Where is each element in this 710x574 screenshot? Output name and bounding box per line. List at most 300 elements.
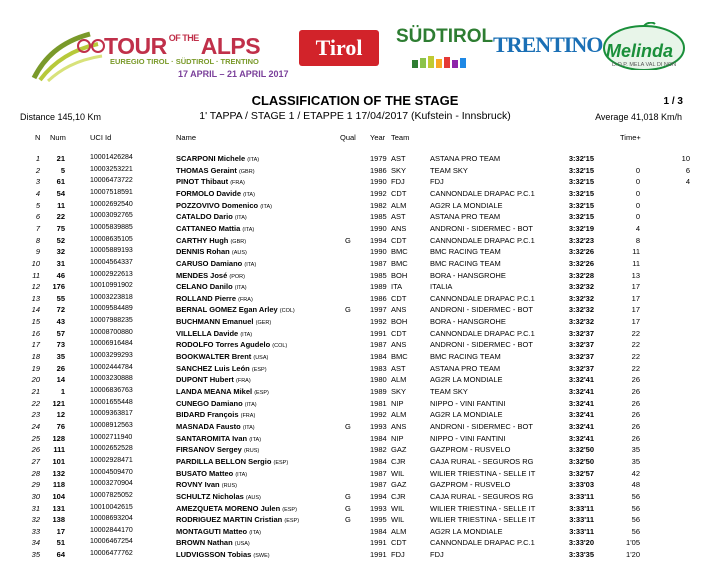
report-title: CLASSIFICATION OF THE STAGE bbox=[251, 93, 459, 108]
row-position: 29 bbox=[31, 480, 40, 490]
row-bib-number: 132 bbox=[52, 468, 65, 478]
row-gap: 17 bbox=[631, 317, 640, 327]
row-rider-name: ROVNY Ivan bbox=[176, 480, 220, 490]
row-rider bbox=[176, 410, 255, 419]
row-bib-number: 43 bbox=[56, 317, 65, 327]
row-time: 3:32'32 bbox=[568, 305, 594, 315]
row-team-name: CAJA RURAL - SEGUROS RG bbox=[430, 491, 534, 501]
table-row bbox=[0, 189, 710, 200]
row-position: 30 bbox=[31, 491, 40, 501]
row-gap: 35 bbox=[631, 456, 640, 466]
row-rider-name: AMEZQUETA MORENO Julen bbox=[176, 503, 281, 513]
row-uci-id: 10002444784 bbox=[90, 363, 133, 371]
row-nationality: (USA) bbox=[253, 355, 269, 362]
row-qualifier: G bbox=[345, 491, 351, 501]
row-position: 27 bbox=[31, 456, 40, 466]
row-team-code: ALM bbox=[391, 200, 407, 210]
row-year: 1990 bbox=[370, 177, 387, 187]
row-time: 3:32'15 bbox=[568, 165, 594, 175]
row-team-name: BMC RACING TEAM bbox=[430, 258, 501, 268]
row-gap: 13 bbox=[631, 270, 640, 280]
row-year: 1991 bbox=[370, 550, 387, 560]
row-rider bbox=[176, 317, 271, 326]
row-position: 11 bbox=[32, 270, 40, 280]
row-time: 3:32'41 bbox=[568, 433, 594, 443]
row-nationality: (COL) bbox=[279, 308, 295, 315]
row-team-code: WIL bbox=[391, 468, 405, 478]
row-nationality: (ITA) bbox=[235, 471, 248, 478]
row-team-code: ALM bbox=[391, 375, 407, 385]
row-nationality: (ITA) bbox=[249, 529, 262, 536]
row-uci-id: 10004564337 bbox=[90, 258, 133, 266]
table-row bbox=[0, 329, 710, 340]
sudtirol-bars-icon bbox=[412, 56, 472, 68]
event-dates: 17 APRIL – 21 APRIL 2017 bbox=[178, 69, 289, 79]
row-year: 1997 bbox=[370, 305, 387, 315]
row-rider-name: RODOLFO Torres Agudelo bbox=[176, 340, 271, 350]
row-uci-id: 10004509470 bbox=[90, 468, 133, 476]
row-team-code: CDT bbox=[391, 328, 407, 338]
row-rider-name: RODRIGUEZ MARTIN Cristian bbox=[176, 515, 283, 525]
row-rider-name: MASNADA Fausto bbox=[176, 421, 241, 431]
row-nationality: (ITA) bbox=[249, 436, 262, 443]
col-time: Time+ bbox=[620, 133, 641, 142]
row-position: 4 bbox=[35, 188, 40, 198]
row-uci-id: 10003230888 bbox=[90, 375, 133, 383]
row-rider bbox=[176, 305, 295, 314]
row-bib-number: 138 bbox=[52, 515, 65, 525]
table-row bbox=[0, 166, 710, 177]
row-nationality: (ITA) bbox=[247, 157, 260, 163]
row-year: 1979 bbox=[370, 154, 387, 163]
row-gap: 26 bbox=[631, 387, 640, 396]
row-rider bbox=[176, 212, 247, 221]
row-position: 23 bbox=[31, 410, 40, 420]
row-rider-name: BUCHMANN Emanuel bbox=[176, 317, 254, 327]
row-uci-id: 10003253221 bbox=[90, 165, 133, 173]
row-team-code: FDJ bbox=[391, 550, 405, 560]
row-time: 3:32'37 bbox=[568, 352, 594, 362]
row-team-name: WILIER TRIESTINA - SELLE IT bbox=[430, 515, 536, 525]
row-year: 1986 bbox=[370, 293, 387, 303]
row-bib-number: 14 bbox=[56, 375, 65, 385]
row-year: 1990 bbox=[370, 247, 387, 257]
row-rider bbox=[176, 352, 268, 361]
row-year: 1994 bbox=[370, 235, 387, 245]
row-position: 7 bbox=[35, 223, 40, 233]
row-rider-name: CARUSO Damiano bbox=[176, 258, 243, 268]
row-rider-name: CARTHY Hugh bbox=[176, 235, 229, 245]
row-time: 3:32'15 bbox=[568, 188, 594, 198]
row-rider bbox=[176, 550, 270, 559]
row-team-code: SKY bbox=[391, 387, 407, 396]
row-team-name: ANDRONI - SIDERMEC - BOT bbox=[430, 340, 533, 350]
row-position: 33 bbox=[31, 526, 40, 536]
row-rider bbox=[176, 340, 287, 349]
table-row bbox=[0, 154, 710, 165]
row-gap: 56 bbox=[631, 503, 640, 513]
row-year: 1985 bbox=[370, 270, 387, 280]
table-row bbox=[0, 305, 710, 316]
table-row bbox=[0, 375, 710, 386]
row-position: 35 bbox=[31, 550, 40, 560]
row-rider bbox=[176, 422, 255, 431]
row-team-name: BORA - HANSGROHE bbox=[430, 317, 506, 327]
row-team-code: GAZ bbox=[391, 480, 407, 490]
col-num: Num bbox=[50, 133, 66, 142]
row-rider bbox=[176, 294, 253, 303]
row-year: 1993 bbox=[370, 503, 387, 513]
row-team-name: WILIER TRIESTINA - SELLE IT bbox=[430, 468, 536, 478]
row-team-code: ALM bbox=[391, 526, 407, 536]
row-bib-number: 72 bbox=[56, 305, 65, 315]
row-time: 3:32'41 bbox=[568, 387, 594, 396]
row-qualifier: G bbox=[345, 503, 351, 513]
row-gap: 4 bbox=[635, 223, 640, 233]
row-time: 3:32'37 bbox=[568, 363, 594, 373]
row-nationality: (RUS) bbox=[221, 483, 238, 490]
row-rider-name: THOMAS Geraint bbox=[176, 165, 237, 175]
row-rider bbox=[176, 399, 257, 408]
table-row bbox=[0, 469, 710, 480]
row-gap: 26 bbox=[631, 375, 640, 385]
row-position: 15 bbox=[31, 317, 40, 327]
row-year: 1987 bbox=[370, 258, 387, 268]
row-gap: 8 bbox=[635, 235, 640, 245]
row-nationality: (ITA) bbox=[242, 226, 255, 233]
row-year: 1993 bbox=[370, 421, 387, 431]
row-gap: 48 bbox=[631, 480, 640, 490]
row-bib-number: 101 bbox=[52, 456, 65, 466]
table-row bbox=[0, 434, 710, 445]
row-uci-id: 10002711940 bbox=[90, 433, 133, 441]
row-time: 3:33'11 bbox=[569, 515, 594, 525]
row-team-code: ANS bbox=[391, 340, 407, 350]
row-uci-id: 10005889193 bbox=[90, 247, 133, 255]
row-team-code: NIP bbox=[391, 433, 404, 443]
row-team-code: CDT bbox=[391, 235, 407, 245]
row-bib-number: 57 bbox=[56, 328, 65, 338]
row-time: 3:32'15 bbox=[568, 177, 594, 187]
row-team-code: ANS bbox=[391, 421, 407, 431]
row-rider bbox=[176, 457, 288, 466]
row-uci-id: 10002922613 bbox=[90, 270, 133, 278]
row-bib-number: 51 bbox=[56, 538, 65, 548]
row-team-name: AG2R LA MONDIALE bbox=[430, 375, 503, 385]
row-team-name: TEAM SKY bbox=[430, 165, 468, 175]
row-gap: 1'20 bbox=[626, 550, 640, 560]
row-uci-id: 10003299293 bbox=[90, 352, 133, 360]
row-year: 1994 bbox=[370, 491, 387, 501]
row-position: 10 bbox=[31, 258, 40, 268]
row-time: 3:32'50 bbox=[568, 456, 594, 466]
row-rider bbox=[176, 480, 237, 489]
row-team-code: CJR bbox=[391, 491, 406, 501]
row-gap: 26 bbox=[631, 410, 640, 420]
row-rider-name: BERNAL GOMEZ Egan Arley bbox=[176, 305, 278, 315]
table-row bbox=[0, 352, 710, 363]
table-row bbox=[0, 201, 710, 212]
row-time: 3:32'28 bbox=[568, 270, 594, 280]
row-time: 3:32'23 bbox=[568, 235, 594, 245]
row-uci-id: 10002928471 bbox=[90, 456, 133, 464]
row-bib-number: 11 bbox=[57, 200, 65, 210]
row-gap: 0 bbox=[635, 200, 640, 210]
row-time: 3:33'35 bbox=[568, 550, 594, 560]
row-uci-id: 10002652528 bbox=[90, 445, 133, 453]
row-bib-number: 1 bbox=[60, 387, 65, 396]
row-rider bbox=[176, 189, 255, 198]
row-uci-id: 10006473722 bbox=[90, 177, 133, 185]
row-position: 18 bbox=[31, 352, 40, 362]
table-row bbox=[0, 445, 710, 456]
row-year: 1982 bbox=[370, 445, 387, 455]
row-time: 3:33'20 bbox=[568, 538, 594, 548]
row-nationality: (GER) bbox=[255, 320, 272, 327]
row-uci-id: 10009363817 bbox=[90, 410, 133, 418]
row-nationality: (ESP) bbox=[251, 366, 267, 373]
row-year: 1983 bbox=[370, 363, 387, 373]
row-position: 22 bbox=[31, 398, 40, 408]
table-row bbox=[0, 422, 710, 433]
row-position: 6 bbox=[35, 212, 40, 222]
col-team: Team bbox=[391, 133, 410, 142]
table-row bbox=[0, 282, 710, 293]
row-position: 3 bbox=[35, 177, 40, 187]
row-team-code: ITA bbox=[391, 282, 403, 292]
table-row bbox=[0, 527, 710, 538]
row-nationality: (ITA) bbox=[244, 401, 257, 408]
row-position: 20 bbox=[31, 375, 40, 385]
row-gap: 0 bbox=[635, 212, 640, 222]
row-time: 3:32'41 bbox=[568, 398, 594, 408]
row-bib-number: 5 bbox=[60, 165, 65, 175]
row-gap: 56 bbox=[631, 515, 640, 525]
row-uci-id: 10001655448 bbox=[90, 398, 133, 406]
row-position: 9 bbox=[35, 247, 40, 257]
row-bib-number: 104 bbox=[52, 491, 65, 501]
row-team-name: CANNONDALE DRAPAC P.C.1 bbox=[430, 328, 535, 338]
row-gap: 42 bbox=[631, 468, 640, 478]
row-team-name: TEAM SKY bbox=[430, 387, 468, 396]
row-year: 1991 bbox=[370, 328, 387, 338]
row-uci-id: 10010991902 bbox=[90, 282, 133, 290]
row-nationality: (GBR) bbox=[230, 238, 247, 245]
row-year: 1987 bbox=[370, 468, 387, 478]
row-bib-number: 118 bbox=[52, 480, 65, 490]
row-year: 1981 bbox=[370, 398, 387, 408]
row-bib-number: 22 bbox=[56, 212, 65, 222]
row-rider-name: PINOT Thibaut bbox=[176, 177, 229, 187]
row-time: 3:33'11 bbox=[569, 503, 594, 513]
row-uci-id: 10007988235 bbox=[90, 317, 133, 325]
row-time: 3:33'11 bbox=[569, 526, 594, 536]
row-team-code: SKY bbox=[391, 165, 407, 175]
row-gap: 17 bbox=[631, 293, 640, 303]
row-team-name: BMC RACING TEAM bbox=[430, 352, 501, 362]
row-uci-id: 10006836763 bbox=[90, 387, 133, 394]
row-bib-number: 35 bbox=[56, 352, 65, 362]
row-uci-id: 10008693204 bbox=[90, 515, 133, 523]
stage-info: 1' TAPPA / STAGE 1 / ETAPPE 1 17/04/2017 (Kufstein - Innsbruck) bbox=[199, 110, 511, 122]
row-rider bbox=[176, 201, 272, 210]
row-year: 1984 bbox=[370, 433, 387, 443]
row-team-name: ASTANA PRO TEAM bbox=[430, 363, 501, 373]
row-team-code: AST bbox=[391, 154, 406, 163]
table-row bbox=[0, 410, 710, 421]
row-year: 1992 bbox=[370, 317, 387, 327]
row-time: 3:32'41 bbox=[568, 410, 594, 420]
row-position: 34 bbox=[31, 538, 40, 548]
row-position: 13 bbox=[31, 293, 40, 303]
row-uci-id: 10007825052 bbox=[90, 491, 133, 499]
row-rider bbox=[176, 469, 247, 478]
row-bib-number: 54 bbox=[56, 188, 65, 198]
row-rider bbox=[176, 445, 259, 454]
row-rider bbox=[176, 387, 269, 396]
row-bib-number: 131 bbox=[52, 503, 65, 513]
row-team-name: ASTANA PRO TEAM bbox=[430, 154, 501, 163]
row-position: 25 bbox=[31, 433, 40, 443]
table-row bbox=[0, 294, 710, 305]
row-bib-number: 128 bbox=[52, 433, 65, 443]
row-rider bbox=[176, 375, 251, 384]
row-nationality: (ESP) bbox=[254, 390, 269, 396]
row-team-name: FDJ bbox=[430, 177, 444, 187]
row-position: 1 bbox=[35, 154, 40, 163]
row-uci-id: 10008635105 bbox=[90, 235, 133, 243]
row-year: 1989 bbox=[370, 387, 387, 396]
row-rider-name: LUDVIGSSON Tobias bbox=[176, 550, 252, 560]
row-rider bbox=[176, 271, 245, 280]
row-rider bbox=[176, 515, 299, 524]
row-year: 1984 bbox=[370, 526, 387, 536]
row-time: 3:32'57 bbox=[568, 468, 594, 478]
row-nationality: (ITA) bbox=[234, 215, 247, 222]
row-gap: 1'05 bbox=[626, 538, 640, 548]
row-year: 1980 bbox=[370, 375, 387, 385]
row-time: 3:32'26 bbox=[568, 258, 594, 268]
row-team-name: CANNONDALE DRAPAC P.C.1 bbox=[430, 235, 535, 245]
row-uci-id: 10003092765 bbox=[90, 212, 133, 220]
row-bib-number: 73 bbox=[56, 340, 65, 350]
row-gap: 0 bbox=[635, 165, 640, 175]
row-gap: 22 bbox=[631, 352, 640, 362]
row-team-code: WIL bbox=[391, 503, 405, 513]
table-row bbox=[0, 515, 710, 526]
row-rider bbox=[176, 538, 250, 547]
row-bib-number: 64 bbox=[56, 550, 65, 560]
row-rider-name: CELANO Danilo bbox=[176, 282, 233, 292]
row-bib-number: 32 bbox=[56, 247, 65, 257]
row-year: 1986 bbox=[370, 165, 387, 175]
row-rider bbox=[176, 282, 247, 291]
sponsor-tirol-logo: Tirol bbox=[299, 30, 379, 66]
row-nationality: (USA) bbox=[234, 541, 250, 548]
row-uci-id: 10006467254 bbox=[90, 538, 133, 546]
row-team-name: AG2R LA MONDIALE bbox=[430, 526, 503, 536]
row-year: 1990 bbox=[370, 223, 387, 233]
row-team-name: NIPPO - VINI FANTINI bbox=[430, 398, 506, 408]
row-nationality: (ITA) bbox=[234, 285, 247, 292]
row-gap: 26 bbox=[631, 421, 640, 431]
row-year: 1987 bbox=[370, 480, 387, 490]
col-n: N bbox=[35, 133, 41, 142]
row-time: 3:32'32 bbox=[568, 317, 594, 327]
row-gap: 26 bbox=[631, 398, 640, 408]
row-team-code: BMC bbox=[391, 258, 408, 268]
sponsor-melinda-logo: Melinda bbox=[606, 41, 674, 61]
row-gap: 22 bbox=[631, 363, 640, 373]
row-qualifier: G bbox=[345, 421, 351, 431]
row-team-name: NIPPO - VINI FANTINI bbox=[430, 433, 506, 443]
row-position: 14 bbox=[31, 305, 40, 315]
row-position: 24 bbox=[31, 421, 40, 431]
row-bib-number: 75 bbox=[56, 223, 65, 233]
row-position: 26 bbox=[31, 445, 40, 455]
row-time: 3:32'41 bbox=[568, 421, 594, 431]
row-team-name: ANDRONI - SIDERMEC - BOT bbox=[430, 421, 533, 431]
sponsor-sudtirol-logo: SÜDTIROL bbox=[396, 26, 494, 47]
event-title: TOUR $^{OF THE}$ALPS bbox=[104, 33, 261, 59]
row-nationality: (AUS) bbox=[245, 494, 261, 501]
row-rider bbox=[176, 329, 252, 338]
row-bib-number: 121 bbox=[52, 398, 65, 408]
average-speed: Average 41,018 Km/h bbox=[595, 112, 682, 122]
row-time: 3:33'03 bbox=[568, 480, 594, 490]
row-rider-name: CUNEGO Damiano bbox=[176, 398, 243, 408]
row-team-code: ANS bbox=[391, 305, 407, 315]
row-position: 5 bbox=[35, 200, 40, 210]
row-rider bbox=[176, 434, 261, 443]
row-position: 32 bbox=[31, 515, 40, 525]
row-time: 3:32'41 bbox=[568, 375, 594, 385]
row-rider bbox=[176, 224, 254, 233]
row-gap: 22 bbox=[631, 340, 640, 350]
row-year: 1984 bbox=[370, 456, 387, 466]
row-team-code: BOH bbox=[391, 270, 408, 280]
row-year: 1992 bbox=[370, 410, 387, 420]
row-nationality: (ITA) bbox=[244, 261, 257, 268]
distance: Distance 145,10 Km bbox=[20, 112, 102, 122]
row-team-code: ANS bbox=[391, 223, 407, 233]
row-year: 1987 bbox=[370, 340, 387, 350]
row-rider-name: CATTANEO Mattia bbox=[176, 223, 241, 233]
row-bib-number: 46 bbox=[56, 270, 65, 280]
row-team-code: CJR bbox=[391, 456, 406, 466]
row-rider bbox=[176, 247, 247, 256]
table-row bbox=[0, 224, 710, 235]
row-team-name: AG2R LA MONDIALE bbox=[430, 410, 503, 420]
row-bib-number: 26 bbox=[56, 363, 65, 373]
row-team-code: AST bbox=[391, 363, 406, 373]
row-uci-id: 10002692540 bbox=[90, 200, 133, 208]
row-team-name: CANNONDALE DRAPAC P.C.1 bbox=[430, 293, 535, 303]
row-gap: 22 bbox=[631, 328, 640, 338]
row-time: 3:32'15 bbox=[568, 212, 594, 222]
row-nationality: (POR) bbox=[229, 273, 245, 280]
row-rider-name: SANTAROMITA Ivan bbox=[176, 433, 248, 443]
row-bonus: 4 bbox=[685, 177, 690, 187]
row-rider bbox=[176, 492, 261, 501]
table-row bbox=[0, 480, 710, 491]
row-position: 28 bbox=[31, 468, 40, 478]
melinda-subtitle: D.O.P. MELA VAL DI NON bbox=[612, 62, 677, 68]
row-gap: 26 bbox=[631, 433, 640, 443]
row-nationality: (ITA) bbox=[242, 424, 255, 431]
row-rider-name: FORMOLO Davide bbox=[176, 188, 242, 198]
row-nationality: (GBR) bbox=[238, 168, 255, 175]
